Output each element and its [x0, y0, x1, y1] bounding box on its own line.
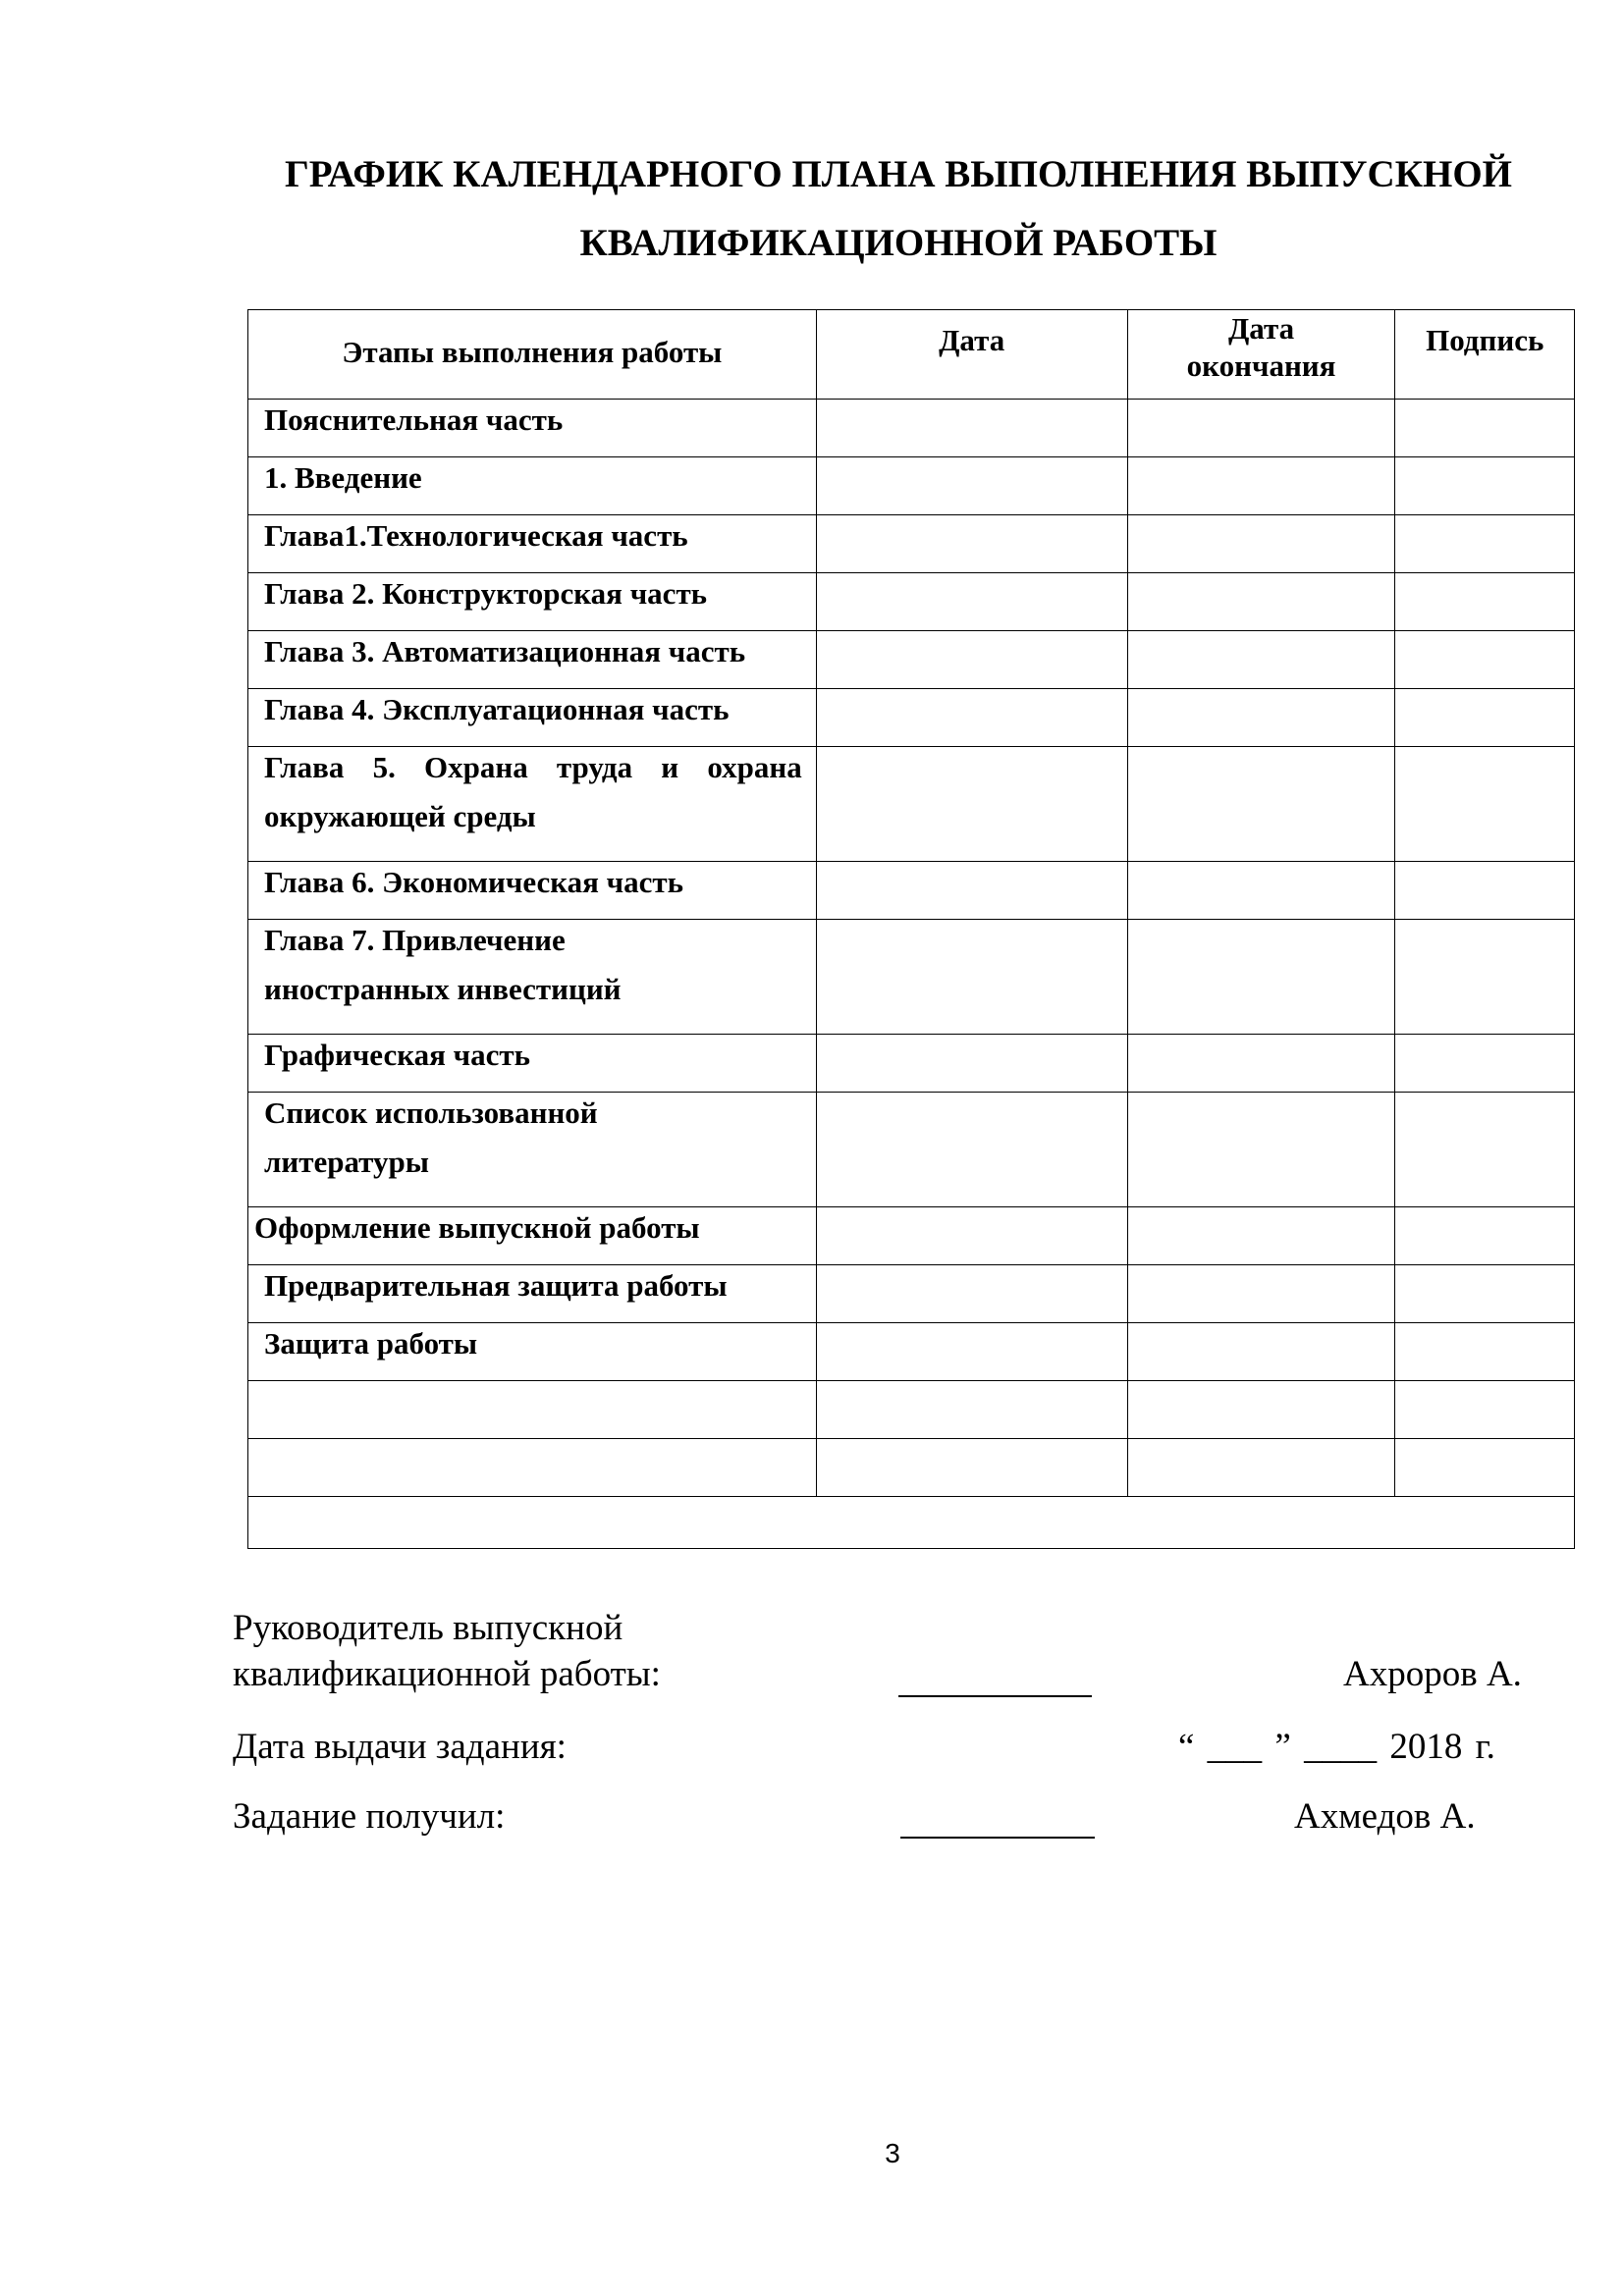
end-date-cell[interactable] [1127, 1381, 1395, 1439]
date-cell[interactable] [816, 1323, 1127, 1381]
date-cell[interactable] [816, 400, 1127, 457]
date-cell[interactable] [816, 747, 1127, 862]
stage-cell[interactable] [248, 1439, 817, 1497]
date-cell[interactable] [816, 1093, 1127, 1207]
table-row [248, 1035, 1575, 1093]
header-end-date-line2: окончания [1186, 348, 1336, 383]
date-cell[interactable] [816, 920, 1127, 1035]
stage-cell: 1. Введение [248, 457, 817, 515]
stage-cell: Оформление выпускной работы [248, 1207, 817, 1265]
page-title-line-2: КВАЛИФИКАЦИОННОЙ РАБОТЫ [579, 222, 1218, 264]
table-row [248, 747, 1575, 862]
schedule-table [247, 309, 1575, 1549]
signature-cell[interactable] [1395, 1207, 1575, 1265]
end-date-cell[interactable] [1127, 1093, 1395, 1207]
merged-cell[interactable] [248, 1497, 1575, 1549]
end-date-cell[interactable] [1127, 689, 1395, 747]
date-cell[interactable] [816, 1439, 1127, 1497]
date-cell[interactable] [816, 631, 1127, 689]
header-signature: Подпись [1395, 310, 1575, 400]
date-cell[interactable] [816, 515, 1127, 573]
supervisor-signature-line[interactable] [898, 1695, 1092, 1697]
end-date-cell[interactable] [1127, 862, 1395, 920]
signature-cell[interactable] [1395, 1439, 1575, 1497]
table-row [248, 1323, 1575, 1381]
table-row [248, 457, 1575, 515]
table-header-row [248, 310, 1575, 400]
table-row [248, 1093, 1575, 1207]
end-date-cell[interactable] [1127, 631, 1395, 689]
table-row [248, 920, 1575, 1035]
supervisor-label-line2: квалификационной работы: [233, 1654, 661, 1694]
issue-date-value: “ ___ ” ____ 2018 г. [1178, 1727, 1495, 1767]
date-cell[interactable] [816, 573, 1127, 631]
signature-cell[interactable] [1395, 920, 1575, 1035]
end-date-cell[interactable] [1127, 573, 1395, 631]
supervisor-label-line1: Руководитель выпускной [233, 1608, 623, 1648]
stage-cell: Графическая часть [248, 1035, 817, 1093]
stage-cell: Глава 6. Экономическая часть [248, 862, 817, 920]
date-cell[interactable] [816, 689, 1127, 747]
date-cell[interactable] [816, 1265, 1127, 1323]
header-end-date-line1: Дата [1227, 311, 1295, 346]
stage-cell: Глава 2. Конструкторская часть [248, 573, 817, 631]
page-number: 3 [885, 2138, 900, 2168]
table-row [248, 1265, 1575, 1323]
table-row-merged [248, 1497, 1575, 1549]
header-end-date [1127, 310, 1395, 400]
stage-cell: Защита работы [248, 1323, 817, 1381]
page-title-line-1: ГРАФИК КАЛЕНДАРНОГО ПЛАНА ВЫПОЛНЕНИЯ ВЫПУСКНОЙ [284, 153, 1513, 195]
signature-cell[interactable] [1395, 515, 1575, 573]
end-date-cell[interactable] [1127, 1439, 1395, 1497]
stage-cell[interactable] [248, 1381, 817, 1439]
signature-cell[interactable] [1395, 1093, 1575, 1207]
table-row [248, 573, 1575, 631]
received-label: Задание получил: [233, 1796, 506, 1837]
table-row-empty [248, 1381, 1575, 1439]
end-date-cell[interactable] [1127, 747, 1395, 862]
stage-cell: Глава 3. Автоматизационная часть [248, 631, 817, 689]
stage-cell: Пояснительная часть [248, 400, 817, 457]
table-row [248, 515, 1575, 573]
table-row [248, 400, 1575, 457]
signature-cell[interactable] [1395, 689, 1575, 747]
end-date-cell[interactable] [1127, 1035, 1395, 1093]
stage-cell: Предварительная защита работы [248, 1265, 817, 1323]
header-date: Дата [816, 310, 1127, 400]
end-date-cell[interactable] [1127, 457, 1395, 515]
end-date-cell[interactable] [1127, 515, 1395, 573]
signature-cell[interactable] [1395, 573, 1575, 631]
signature-cell[interactable] [1395, 1381, 1575, 1439]
stage-cell: Глава1.Технологическая часть [248, 515, 817, 573]
table-row [248, 1207, 1575, 1265]
signature-cell[interactable] [1395, 747, 1575, 862]
date-cell[interactable] [816, 1207, 1127, 1265]
issue-date-label: Дата выдачи задания: [233, 1727, 567, 1767]
signature-cell[interactable] [1395, 1265, 1575, 1323]
table-row [248, 862, 1575, 920]
stage-cell: Глава 4. Эксплуатационная часть [248, 689, 817, 747]
date-cell[interactable] [816, 1035, 1127, 1093]
signature-cell[interactable] [1395, 1323, 1575, 1381]
stage-cell: Глава 5. Охрана труда и охрана окружающей среды [248, 747, 817, 862]
stage-cell: Глава 7. Привлечение иностранных инвестиций [248, 920, 817, 1035]
signature-cell[interactable] [1395, 457, 1575, 515]
date-cell[interactable] [816, 457, 1127, 515]
end-date-cell[interactable] [1127, 400, 1395, 457]
supervisor-name: Ахроров А. [1343, 1654, 1522, 1694]
stage-cell: Список использованной литературы [248, 1093, 817, 1207]
date-cell[interactable] [816, 1381, 1127, 1439]
signature-cell[interactable] [1395, 400, 1575, 457]
table-row [248, 689, 1575, 747]
end-date-cell[interactable] [1127, 1323, 1395, 1381]
table-row [248, 631, 1575, 689]
received-name: Ахмедов А. [1294, 1796, 1476, 1837]
end-date-cell[interactable] [1127, 1265, 1395, 1323]
header-stage: Этапы выполнения работы [248, 310, 817, 400]
signature-cell[interactable] [1395, 1035, 1575, 1093]
table-row-empty [248, 1439, 1575, 1497]
received-signature-line[interactable] [900, 1837, 1095, 1839]
end-date-cell[interactable] [1127, 920, 1395, 1035]
date-cell[interactable] [816, 862, 1127, 920]
signature-cell[interactable] [1395, 862, 1575, 920]
end-date-cell[interactable] [1127, 1207, 1395, 1265]
signature-cell[interactable] [1395, 631, 1575, 689]
